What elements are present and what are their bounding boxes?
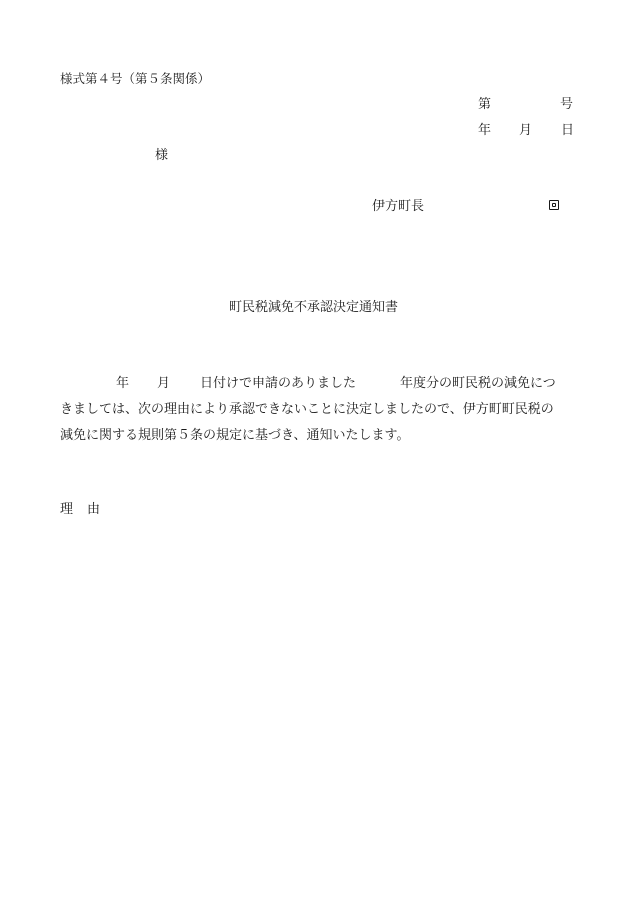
body-year-label: 年	[116, 376, 130, 391]
date-year-label: 年	[478, 123, 492, 138]
form-number: 様式第４号（第５条関係）	[60, 71, 211, 86]
body-fiscal-text: 年度分の町民税の減免につ	[400, 376, 556, 391]
body-line-2: きましては、次の理由により承認できないことに決定しましたので、伊方町町民税の	[60, 402, 554, 417]
document-title: 町民税減免不承認決定通知書	[229, 300, 399, 315]
reason-label-char-2: 由	[87, 502, 101, 517]
reason-label	[60, 503, 100, 516]
issuer-name: 伊方町長	[372, 199, 425, 214]
document-number-suffix: 号	[560, 97, 574, 112]
date-day-label: 日	[561, 123, 575, 138]
body-line-3: 減免に関する規則第５条の規定に基づき、通知いたします。	[60, 428, 410, 443]
recipient-honorific: 様	[155, 148, 169, 163]
body-line-1	[60, 377, 556, 390]
document-number-label: 第	[478, 97, 492, 112]
date-month-label: 月	[519, 123, 533, 138]
body-month-label: 月	[157, 376, 171, 391]
seal-box-icon	[549, 200, 559, 210]
body-dated-text: 日付けで申請のありました	[200, 376, 357, 391]
reason-label-char-1: 理	[60, 502, 74, 517]
